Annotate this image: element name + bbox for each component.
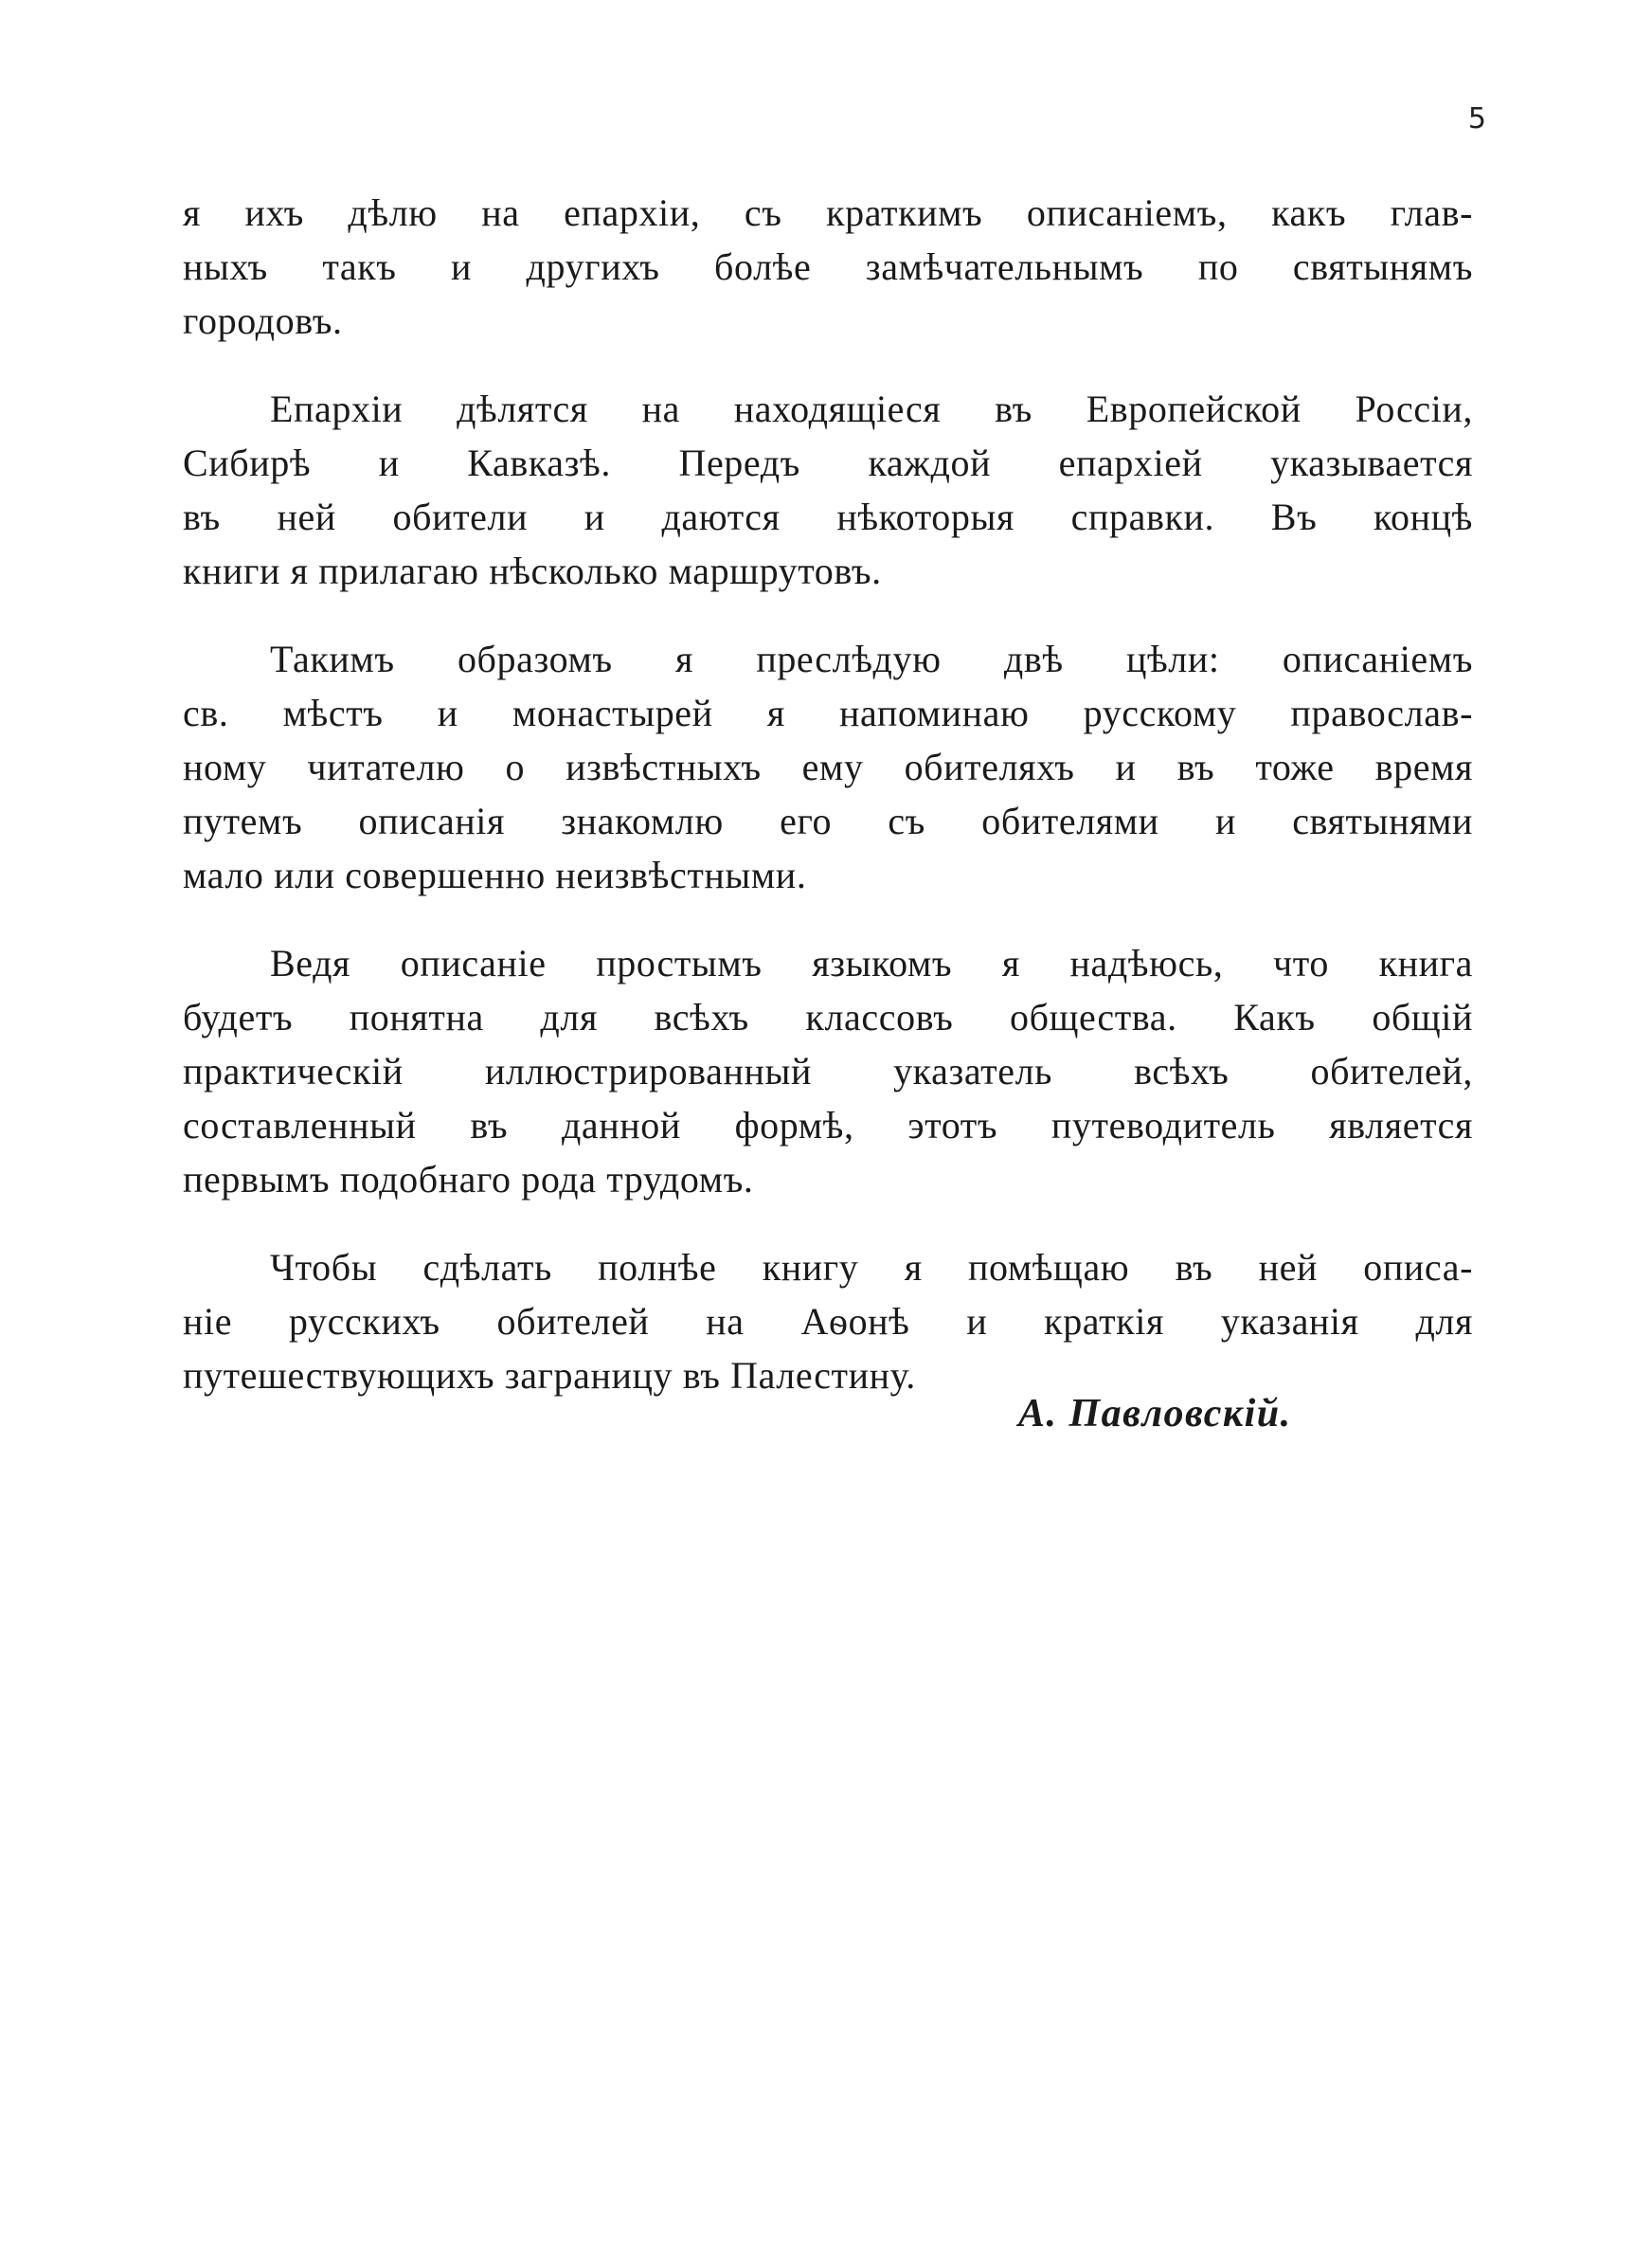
text-line: путешествующихъ заграницу въ Палестину. (183, 1354, 916, 1397)
text-line: ному читателю о извѣстныхъ ему обителяхъ и въ тоже время (183, 746, 1473, 788)
text-line: ніе русскихъ обителей на Аѳонѣ и краткія указанія для (183, 1300, 1473, 1343)
author-signature: А. Павловскій. (1018, 1392, 1292, 1435)
text-line: я ихъ дѣлю на епархіи, съ краткимъ описаніемъ, какъ глав- (183, 191, 1473, 234)
text-line: ныхъ такъ и другихъ болѣе замѣчательнымъ по святынямъ (183, 245, 1473, 288)
text-line: первымъ подобнаго рода трудомъ. (183, 1158, 754, 1201)
body-text (183, 186, 1473, 1436)
paragraph-3 (183, 632, 1473, 902)
paragraph-1 (183, 186, 1473, 348)
text-line: практическій иллюстрированный указатель всѣхъ обителей, (183, 1050, 1473, 1092)
text-line: составленный въ данной формѣ, этотъ путеводитель является (183, 1104, 1473, 1147)
paragraph-4 (183, 936, 1473, 1206)
text-line: будетъ понятна для всѣхъ классовъ общества. Какъ общій (183, 996, 1473, 1038)
text-line: Ведя описаніе простымъ языкомъ я надѣюсь, что книга (270, 942, 1473, 984)
text-line: св. мѣстъ и монастырей я напоминаю русскому православ- (183, 692, 1473, 734)
paragraph-2 (183, 382, 1473, 598)
paragraph-5 (183, 1240, 1473, 1402)
text-line: Епархіи дѣлятся на находящіеся въ Европейской Россіи, (270, 388, 1473, 430)
text-line: въ ней обители и даются нѣкоторыя справки. Въ концѣ (183, 496, 1473, 538)
text-line: путемъ описанія знакомлю его съ обителями и святынями (183, 800, 1473, 842)
text-line: мало или совершенно неизвѣстными. (183, 854, 807, 896)
text-line: книги я прилагаю нѣсколько маршрутовъ. (183, 550, 882, 592)
text-line: Такимъ образомъ я преслѣдую двѣ цѣли: описаніемъ (270, 638, 1473, 680)
page-number: 5 (1467, 102, 1486, 135)
text-line: городовъ. (183, 299, 343, 342)
text-line: Чтобы сдѣлать полнѣе книгу я помѣщаю въ ней описа- (270, 1246, 1473, 1289)
text-line: Сибирѣ и Кавказѣ. Передъ каждой епархіей указывается (183, 442, 1473, 484)
